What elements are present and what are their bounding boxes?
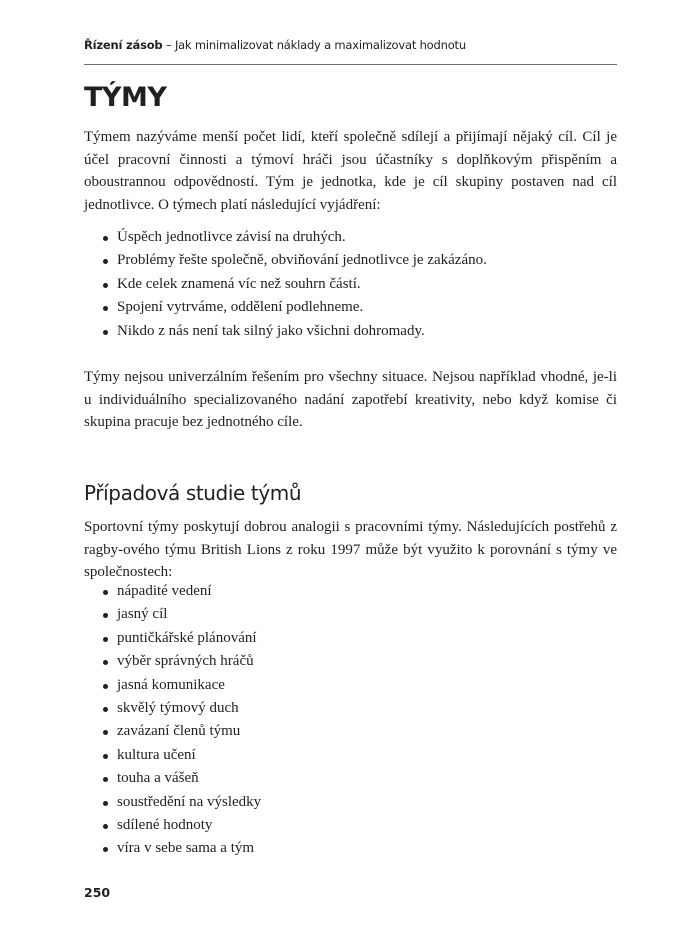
closing-paragraph: Týmy nejsou univerzálním řešením pro všechny situace. Nejsou například vhodné, je-li u individuálního specializovaného nadání zapotřebí kreativity, nebo když komise či skupina pracuje bez jednotného cíle.: [84, 369, 617, 430]
running-head-book-title: Řízení zásob: [84, 38, 163, 52]
list-item: [101, 249, 487, 272]
list-item: [101, 650, 261, 673]
case-study-paragraph: Sportovní týmy poskytují dobrou analogii s pracovními týmy. Následujících postřehů z ragby-ového týmu British Lions z roku 1997 může být využito k porovnání s týmy ve společnostech:: [84, 519, 617, 580]
list-item: [101, 226, 487, 249]
bullet-icon: [103, 306, 108, 311]
list-item: [101, 814, 261, 837]
list-item: [101, 720, 261, 743]
running-head-separator: –: [162, 38, 175, 52]
bullet-icon: [103, 684, 108, 689]
list-item-text: Nikdo z nás není tak silný jako všichni dohromady.: [117, 322, 425, 339]
list-item-text: Úspěch jednotlivce závisí na druhých.: [117, 229, 346, 245]
bullet-icon: [103, 637, 108, 642]
bullet-icon: [103, 590, 108, 595]
intro-paragraph: Týmem nazýváme menší počet lidí, kteří společně sdílejí a přijímají nějaký cíl. Cíl je účel pracovní činnosti a týmoví hráči jsou účastníky s doplňkovým přispěním a oboustrannou odpovědností. Tým je jednotka, kde je cíl skupiny postaven nad cíl jednotlivce. O týmech platí následující vyjádření:: [84, 129, 617, 213]
subsection-heading: Případová studie týmů: [84, 481, 302, 505]
statements-list: [101, 226, 487, 343]
list-item-text: jasná komunikace: [117, 676, 225, 693]
list-item-text: výběr správných hráčů: [117, 653, 254, 670]
list-item: [101, 697, 261, 720]
bullet-icon: [103, 730, 108, 735]
list-item: [101, 744, 261, 767]
list-item-text: kultura učení: [117, 746, 196, 763]
bullet-icon: [103, 283, 108, 288]
bullet-icon: [103, 259, 108, 264]
bullet-icon: [103, 707, 108, 712]
list-item-text: jasný cíl: [117, 606, 168, 623]
bullet-icon: [103, 236, 108, 241]
list-item: [101, 674, 261, 697]
list-item-text: Problémy řešte společně, obviňování jednotlivce je zakázáno.: [117, 252, 487, 269]
list-item-text: Kde celek znamená víc než souhrn částí.: [117, 275, 361, 292]
bullet-icon: [103, 801, 108, 806]
list-item: [101, 603, 261, 626]
observations-list: [101, 580, 261, 861]
list-item-text: víra v sebe sama a tým: [117, 840, 255, 857]
list-item-text: Spojení vytrváme, oddělení podlehneme.: [117, 299, 364, 316]
page-number: 250: [84, 885, 111, 900]
bullet-icon: [103, 330, 108, 335]
bullet-icon: [103, 777, 108, 782]
bullet-icon: [103, 613, 108, 618]
running-head: [84, 38, 466, 52]
bullet-icon: [103, 660, 108, 665]
list-item: [101, 767, 261, 790]
list-item: [101, 837, 261, 860]
bullet-icon: [103, 754, 108, 759]
bullet-icon: [103, 847, 108, 852]
list-item-text: skvělý týmový duch: [117, 699, 239, 716]
section-heading: TÝMY: [84, 82, 167, 113]
list-item: [101, 627, 261, 650]
bullet-icon: [103, 824, 108, 829]
list-item: [101, 296, 487, 319]
list-item-text: puntičkářské plánování: [117, 629, 257, 646]
list-item-text: touha a vášeň: [117, 770, 199, 787]
list-item: [101, 273, 487, 296]
list-item-text: soustředění na výsledky: [117, 793, 262, 810]
list-item-text: nápadité vedení: [117, 583, 212, 599]
list-item: [101, 791, 261, 814]
list-item: [101, 320, 487, 343]
list-item: [101, 580, 261, 603]
list-item-text: sdílené hodnoty: [117, 816, 213, 833]
running-head-subtitle: Jak minimalizovat náklady a maximalizovat hodnotu: [174, 38, 466, 52]
header-divider: [84, 64, 617, 65]
list-item-text: zavázaní členů týmu: [117, 723, 241, 740]
